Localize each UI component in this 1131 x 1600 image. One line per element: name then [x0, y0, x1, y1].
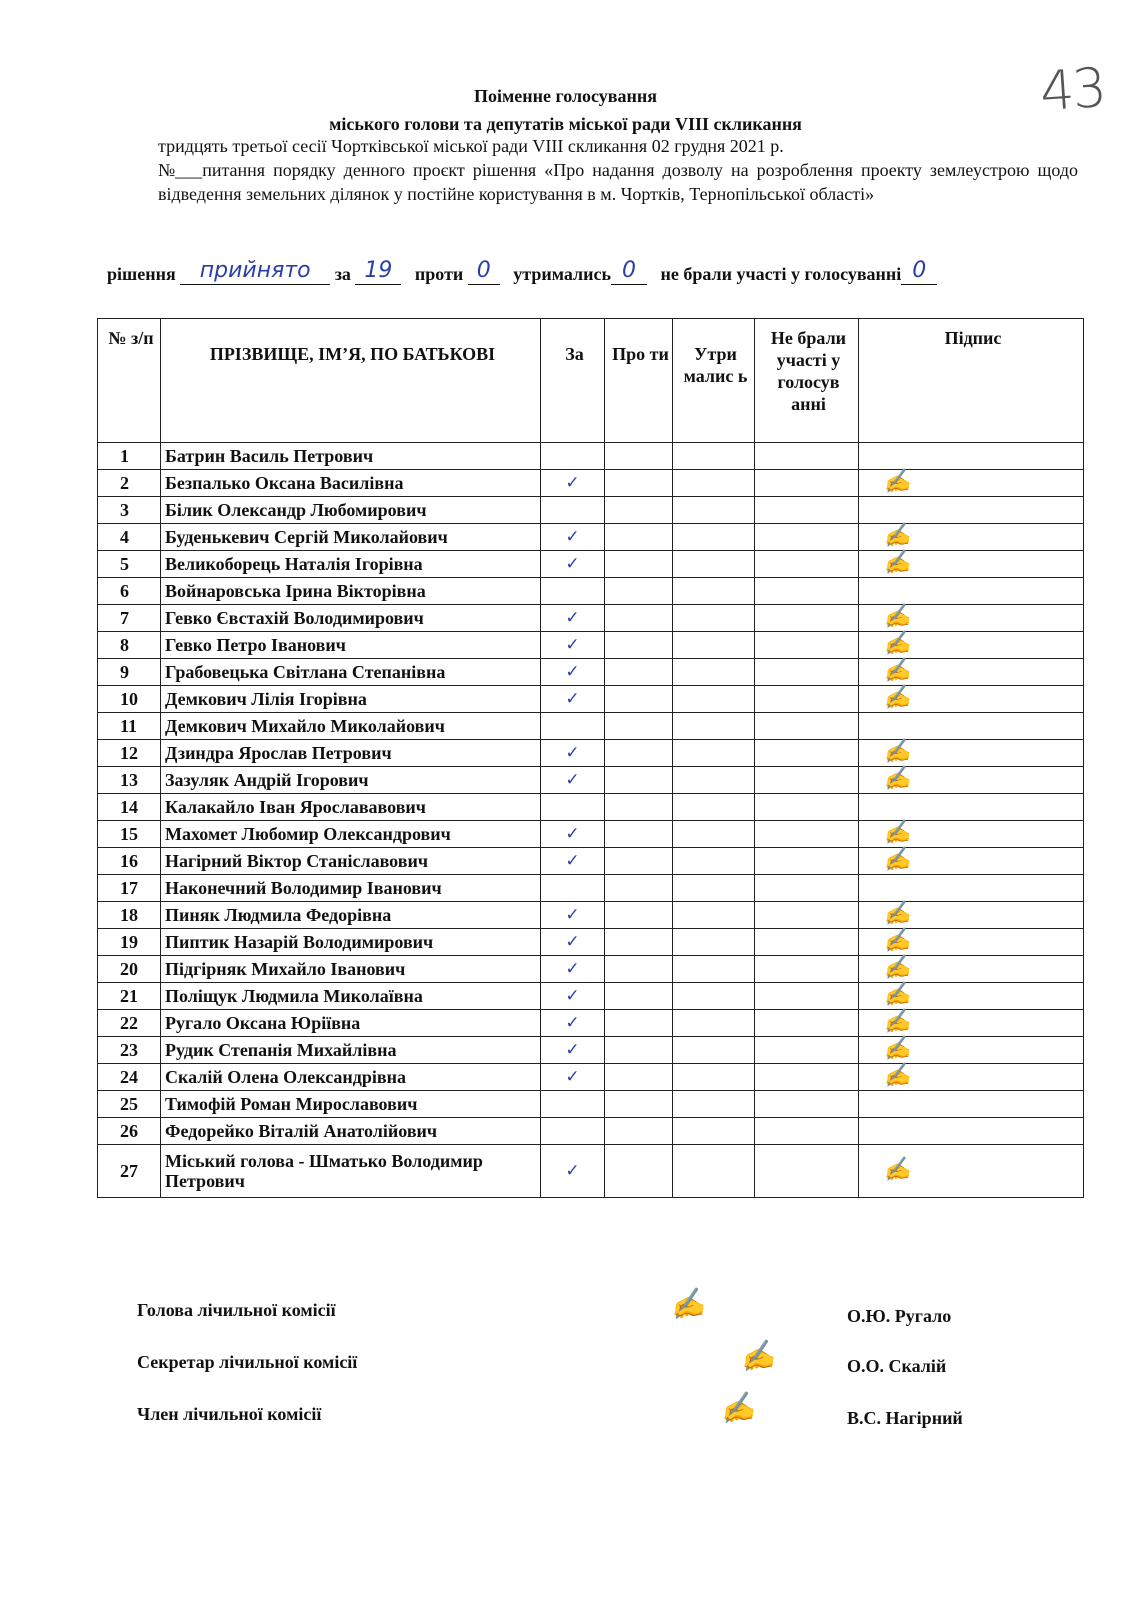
table-header-row: [98, 319, 1084, 443]
row-name: Махомет Любомир Олександрович: [161, 821, 541, 848]
row-name: Батрин Василь Петрович: [161, 443, 541, 470]
handwritten-signature: ✍: [881, 1006, 912, 1036]
for-field: [355, 258, 401, 285]
row-signature: [859, 520, 1084, 551]
row-name: Безпалько Оксана Василівна: [161, 470, 541, 497]
row-number: 14: [98, 794, 161, 821]
row-vote-for: [541, 794, 605, 821]
row-number: 9: [98, 659, 161, 686]
row-number: 23: [98, 1037, 161, 1064]
row-name: Тимофій Роман Мирославович: [161, 1091, 541, 1118]
row-vote-for: ✓: [541, 632, 605, 659]
row-vote-absent: [755, 443, 859, 470]
table-row: [98, 767, 1084, 794]
row-signature: [859, 952, 1084, 983]
row-vote-absent: [755, 956, 859, 983]
session-line: тридцять третьої сесії Чортківської міської ради VIII скликання 02 грудня 2021 р.: [158, 136, 784, 156]
row-number: 12: [98, 740, 161, 767]
row-name: Нагірний Віктор Станіславович: [161, 848, 541, 875]
abstained-field: [611, 258, 647, 285]
row-number: 19: [98, 929, 161, 956]
row-vote-for: ✓: [541, 740, 605, 767]
row-signature: [859, 1060, 1084, 1091]
secretary-name: О.О. Скалій: [847, 1356, 947, 1376]
row-vote-against: [605, 497, 673, 524]
row-name: Грабовецька Світлана Степанівна: [161, 659, 541, 686]
handwritten-signature: ✍: [881, 547, 912, 577]
row-signature: [859, 655, 1084, 686]
row-vote-absent: [755, 1118, 859, 1145]
row-vote-against: [605, 983, 673, 1010]
row-vote-against: [605, 1118, 673, 1145]
row-vote-against: [605, 1010, 673, 1037]
row-number: 5: [98, 551, 161, 578]
row-vote-against: [605, 659, 673, 686]
row-number: 17: [98, 875, 161, 902]
row-vote-for: ✓: [541, 902, 605, 929]
row-vote-absent: [755, 848, 859, 875]
row-number: 15: [98, 821, 161, 848]
row-name: Підгірняк Михайло Іванович: [161, 956, 541, 983]
row-signature: [859, 578, 1084, 605]
row-vote-abstained: [673, 713, 755, 740]
row-signature: [859, 628, 1084, 659]
row-number: 11: [98, 713, 161, 740]
row-signature: [859, 763, 1084, 794]
table-row: [98, 524, 1084, 551]
row-vote-abstained: [673, 956, 755, 983]
row-name: Гевко Євстахій Володимирович: [161, 605, 541, 632]
row-signature: [859, 1118, 1084, 1145]
row-signature: [859, 1145, 1084, 1198]
decision-value: прийнято: [199, 258, 311, 283]
row-name: Демкович Лілія Ігорівна: [161, 686, 541, 713]
row-vote-against: [605, 767, 673, 794]
handwritten-signature: ✍: [881, 655, 912, 685]
row-vote-for: [541, 1091, 605, 1118]
row-vote-abstained: [673, 1064, 755, 1091]
handwritten-signature: ✍: [881, 601, 912, 631]
row-vote-abstained: [673, 767, 755, 794]
page-number: 43: [1037, 55, 1107, 124]
row-name: Федорейко Віталій Анатолійович: [161, 1118, 541, 1145]
row-signature: [859, 601, 1084, 632]
row-vote-abstained: [673, 605, 755, 632]
abstained-label: утримались: [513, 264, 611, 284]
row-vote-abstained: [673, 551, 755, 578]
row-vote-absent: [755, 1091, 859, 1118]
row-vote-abstained: [673, 632, 755, 659]
row-vote-against: [605, 605, 673, 632]
row-signature: [859, 817, 1084, 848]
table-row: [98, 902, 1084, 929]
row-number: 7: [98, 605, 161, 632]
chair-signature: ✍: [667, 1285, 708, 1324]
row-vote-against: [605, 578, 673, 605]
absent-field: [901, 258, 937, 285]
row-vote-against: [605, 713, 673, 740]
row-vote-for: ✓: [541, 605, 605, 632]
row-signature: [859, 1006, 1084, 1037]
row-vote-for: [541, 875, 605, 902]
row-vote-absent: [755, 497, 859, 524]
against-value: 0: [476, 258, 491, 283]
row-name: Зазуляк Андрій Ігорович: [161, 767, 541, 794]
row-vote-for: [541, 443, 605, 470]
table-row: [98, 1037, 1084, 1064]
row-vote-against: [605, 632, 673, 659]
row-vote-abstained: [673, 848, 755, 875]
row-name: Поліщук Людмила Миколаївна: [161, 983, 541, 1010]
header-num: № з/п: [98, 319, 161, 443]
row-name: Пиптик Назарій Володимирович: [161, 929, 541, 956]
row-vote-for: ✓: [541, 524, 605, 551]
row-vote-absent: [755, 1145, 859, 1198]
row-vote-absent: [755, 470, 859, 497]
row-vote-against: [605, 902, 673, 929]
handwritten-signature: ✍: [881, 466, 912, 496]
row-vote-absent: [755, 713, 859, 740]
against-field: [468, 258, 500, 285]
decision-label: рішення: [107, 264, 176, 284]
handwritten-signature: ✍: [881, 1060, 912, 1090]
handwritten-signature: ✍: [881, 1033, 912, 1063]
vote-table-body: [98, 443, 1084, 1198]
row-vote-for: ✓: [541, 1010, 605, 1037]
handwritten-signature: ✍: [881, 952, 912, 982]
handwritten-signature: ✍: [881, 682, 912, 712]
table-row: [98, 929, 1084, 956]
row-number: 2: [98, 470, 161, 497]
row-vote-against: [605, 1091, 673, 1118]
handwritten-signature: ✍: [881, 817, 912, 847]
row-vote-abstained: [673, 794, 755, 821]
row-signature: [859, 713, 1084, 740]
table-row: [98, 875, 1084, 902]
row-vote-against: [605, 470, 673, 497]
question-text: питання порядку денного проєкт рішення «Про надання дозволу на розроблення проекту землеустрою щодо відведення земельних ділянок у постійне користування в м. Чортків, Тернопільської області»: [158, 160, 1078, 204]
row-vote-for: ✓: [541, 956, 605, 983]
table-row: [98, 686, 1084, 713]
against-label: проти: [414, 264, 464, 284]
row-signature: [859, 794, 1084, 821]
header-signature: Підпис: [859, 319, 1084, 443]
row-vote-absent: [755, 929, 859, 956]
row-vote-abstained: [673, 1145, 755, 1198]
row-number: 27: [98, 1145, 161, 1198]
row-vote-for: ✓: [541, 659, 605, 686]
row-vote-abstained: [673, 902, 755, 929]
row-number: 26: [98, 1118, 161, 1145]
row-number: 24: [98, 1064, 161, 1091]
table-row: [98, 632, 1084, 659]
row-vote-abstained: [673, 1091, 755, 1118]
row-vote-absent: [755, 902, 859, 929]
row-name: Наконечний Володимир Іванович: [161, 875, 541, 902]
row-vote-for: ✓: [541, 551, 605, 578]
member-label: Член лічильної комісії: [137, 1404, 322, 1424]
row-signature: [859, 443, 1084, 470]
row-vote-abstained: [673, 821, 755, 848]
row-signature: [859, 844, 1084, 875]
table-row: [98, 470, 1084, 497]
row-number: 22: [98, 1010, 161, 1037]
document-title: Поіменне голосування: [473, 86, 658, 106]
row-number: 16: [98, 848, 161, 875]
table-row: [98, 497, 1084, 524]
handwritten-signature: ✍: [881, 628, 912, 658]
row-number: 8: [98, 632, 161, 659]
table-row: [98, 983, 1084, 1010]
row-vote-for: ✓: [541, 848, 605, 875]
row-vote-absent: [755, 551, 859, 578]
table-row: [98, 821, 1084, 848]
agenda-question: [158, 158, 1078, 206]
row-vote-abstained: [673, 983, 755, 1010]
table-row: [98, 551, 1084, 578]
row-vote-abstained: [673, 875, 755, 902]
row-vote-absent: [755, 875, 859, 902]
row-signature: [859, 875, 1084, 902]
row-name: Ругало Оксана Юріївна: [161, 1010, 541, 1037]
vote-table: [97, 318, 1084, 1198]
row-vote-against: [605, 875, 673, 902]
row-vote-for: ✓: [541, 821, 605, 848]
row-vote-against: [605, 1145, 673, 1198]
row-vote-against: [605, 1064, 673, 1091]
handwritten-signature: ✍: [881, 520, 912, 550]
table-row: [98, 605, 1084, 632]
row-vote-against: [605, 443, 673, 470]
row-number: 6: [98, 578, 161, 605]
row-name: Пиняк Людмила Федорівна: [161, 902, 541, 929]
row-vote-for: ✓: [541, 1145, 605, 1198]
secretary-signature: ✍: [737, 1337, 778, 1376]
row-signature: [859, 898, 1084, 929]
row-signature: [859, 547, 1084, 578]
row-vote-abstained: [673, 1037, 755, 1064]
row-signature: [859, 1033, 1084, 1064]
table-row: [98, 1010, 1084, 1037]
row-vote-against: [605, 821, 673, 848]
row-vote-absent: [755, 740, 859, 767]
row-vote-abstained: [673, 443, 755, 470]
row-vote-abstained: [673, 578, 755, 605]
row-signature: [859, 682, 1084, 713]
table-row: [98, 794, 1084, 821]
row-number: 20: [98, 956, 161, 983]
row-vote-absent: [755, 794, 859, 821]
header-name: ПРІЗВИЩЕ, ІМ’Я, ПО БАТЬКОВІ: [161, 319, 541, 443]
row-name: Калакайло Іван Ярослававович: [161, 794, 541, 821]
member-signature: ✍: [717, 1389, 758, 1428]
row-signature: [859, 466, 1084, 497]
row-vote-against: [605, 956, 673, 983]
row-number: 10: [98, 686, 161, 713]
row-vote-for: [541, 1118, 605, 1145]
table-row: [98, 443, 1084, 470]
row-name: Войнаровська Ірина Вікторівна: [161, 578, 541, 605]
member-name: В.С. Нагірний: [847, 1408, 963, 1428]
header-against: Про ти: [605, 319, 673, 443]
table-row: [98, 1145, 1084, 1198]
table-row: [98, 578, 1084, 605]
row-vote-against: [605, 551, 673, 578]
row-vote-abstained: [673, 470, 755, 497]
header-abstained: Утри малис ь: [673, 319, 755, 443]
table-row: [98, 659, 1084, 686]
row-number: 13: [98, 767, 161, 794]
row-vote-abstained: [673, 659, 755, 686]
row-vote-against: [605, 929, 673, 956]
header-absent: Не брали участі у голосув анні: [755, 319, 859, 443]
row-vote-abstained: [673, 524, 755, 551]
row-vote-for: ✓: [541, 470, 605, 497]
row-number: 18: [98, 902, 161, 929]
row-vote-for: ✓: [541, 1037, 605, 1064]
row-name: Скалій Олена Олександрівна: [161, 1064, 541, 1091]
row-number: 21: [98, 983, 161, 1010]
handwritten-signature: ✍: [881, 844, 912, 874]
row-name: Гевко Петро Іванович: [161, 632, 541, 659]
absent-label: не брали участі у голосуванні: [660, 264, 902, 284]
row-vote-abstained: [673, 740, 755, 767]
for-value: 19: [364, 258, 393, 283]
handwritten-signature: ✍: [881, 763, 912, 793]
row-vote-absent: [755, 659, 859, 686]
row-vote-against: [605, 524, 673, 551]
question-number: №___: [158, 160, 203, 180]
row-vote-abstained: [673, 686, 755, 713]
row-name: Рудик Степанія Михайлівна: [161, 1037, 541, 1064]
row-number: 25: [98, 1091, 161, 1118]
row-vote-absent: [755, 578, 859, 605]
row-vote-against: [605, 686, 673, 713]
row-vote-for: ✓: [541, 929, 605, 956]
row-signature: [859, 1091, 1084, 1118]
row-number: 3: [98, 497, 161, 524]
table-row: [98, 740, 1084, 767]
row-vote-absent: [755, 1037, 859, 1064]
row-vote-for: ✓: [541, 983, 605, 1010]
row-vote-absent: [755, 821, 859, 848]
absent-value: 0: [912, 258, 927, 283]
table-row: [98, 1064, 1084, 1091]
row-vote-absent: [755, 1010, 859, 1037]
table-row: [98, 1091, 1084, 1118]
row-number: 4: [98, 524, 161, 551]
row-vote-abstained: [673, 1010, 755, 1037]
row-vote-absent: [755, 983, 859, 1010]
row-vote-against: [605, 848, 673, 875]
row-number: 1: [98, 443, 161, 470]
secretary-label: Секретар лічильної комісії: [137, 1352, 358, 1372]
row-name: Дзиндра Ярослав Петрович: [161, 740, 541, 767]
row-vote-absent: [755, 632, 859, 659]
row-signature: [859, 497, 1084, 524]
row-vote-for: [541, 497, 605, 524]
row-signature: [859, 925, 1084, 956]
row-name: Демкович Михайло Миколайович: [161, 713, 541, 740]
row-vote-for: ✓: [541, 686, 605, 713]
table-row: [98, 956, 1084, 983]
row-signature: [859, 979, 1084, 1010]
vote-summary: [107, 258, 1067, 285]
decision-field: [180, 258, 330, 285]
row-vote-absent: [755, 524, 859, 551]
row-signature: [859, 736, 1084, 767]
row-vote-absent: [755, 767, 859, 794]
row-vote-for: [541, 713, 605, 740]
chair-label: Голова лічильної комісії: [137, 1300, 336, 1320]
table-row: [98, 848, 1084, 875]
row-vote-for: ✓: [541, 1064, 605, 1091]
row-vote-for: ✓: [541, 767, 605, 794]
row-name: Великоборець Наталія Ігорівна: [161, 551, 541, 578]
abstained-value: 0: [622, 258, 636, 283]
table-row: [98, 1118, 1084, 1145]
row-name: Міський голова - Шматько Володимир Петрович: [161, 1145, 541, 1198]
handwritten-signature: ✍: [881, 925, 912, 955]
row-vote-against: [605, 794, 673, 821]
row-vote-absent: [755, 1064, 859, 1091]
for-label: за: [334, 264, 351, 284]
handwritten-signature: ✍: [881, 979, 912, 1009]
row-name: Білик Олександр Любомирович: [161, 497, 541, 524]
row-vote-absent: [755, 686, 859, 713]
row-vote-against: [605, 740, 673, 767]
header-for: За: [541, 319, 605, 443]
table-row: [98, 713, 1084, 740]
row-vote-abstained: [673, 1118, 755, 1145]
row-vote-abstained: [673, 497, 755, 524]
row-vote-abstained: [673, 929, 755, 956]
row-vote-for: [541, 578, 605, 605]
row-vote-against: [605, 1037, 673, 1064]
handwritten-signature: ✍: [881, 898, 912, 928]
row-name: Буденькевич Сергій Миколайович: [161, 524, 541, 551]
document-subtitle-bold: міського голови та депутатів міської ради VIII скликання: [329, 114, 802, 134]
row-vote-absent: [755, 605, 859, 632]
handwritten-signature: ✍: [881, 1154, 912, 1184]
handwritten-signature: ✍: [881, 736, 912, 766]
chair-name: О.Ю. Ругало: [847, 1306, 952, 1326]
